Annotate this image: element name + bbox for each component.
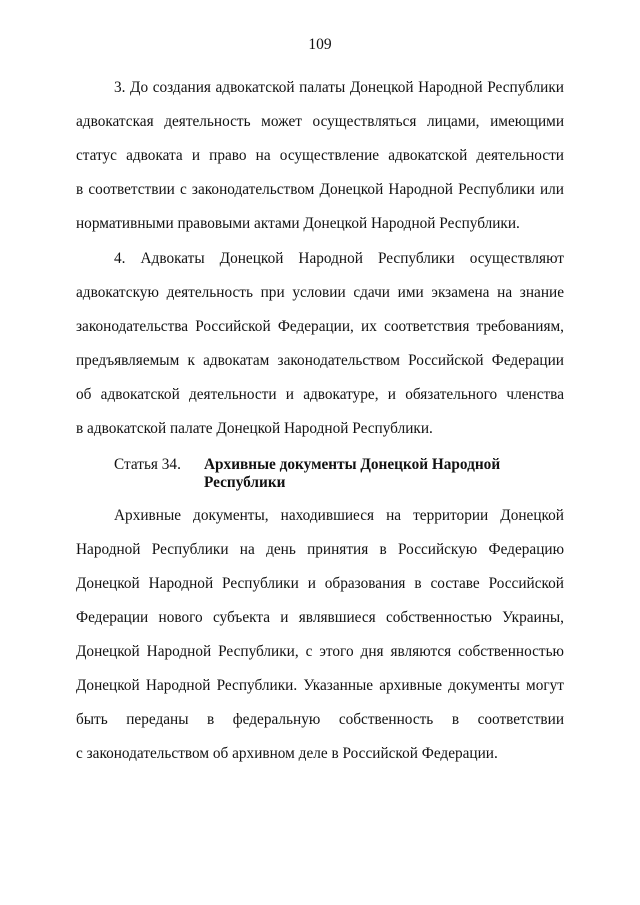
paragraph-line: Архивные документы, находившиеся на территории Донецкой: [114, 507, 564, 524]
paragraph-line: быть переданы в федеральную собственность в соответствии: [76, 711, 564, 728]
article-number: Статья 34.: [114, 456, 181, 473]
paragraph-line: Народной Республики на день принятия в Российскую Федерацию: [76, 541, 564, 558]
paragraph-line: нормативными правовыми актами Донецкой Народной Республики.: [76, 215, 520, 232]
paragraph-line: Донецкой Народной Республики и образования в составе Российской: [76, 575, 564, 592]
paragraph-5: [76, 499, 564, 771]
page-number: 109: [308, 36, 332, 53]
paragraph-line: законодательства Российской Федерации, их соответствия требованиям,: [76, 318, 564, 335]
paragraph-3: [76, 71, 564, 241]
paragraph-line: адвокатскую деятельность при условии сдачи ими экзамена на знание: [76, 284, 564, 301]
paragraph-line: статус адвоката и право на осуществление адвокатской деятельности: [76, 147, 564, 164]
paragraph-line: предъявляемым к адвокатам законодательством Российской Федерации: [76, 352, 564, 369]
article-title: Архивные документы Донецкой Народной Республики: [204, 456, 501, 491]
paragraph-line: Донецкой Народной Республики. Указанные архивные документы могут: [76, 677, 564, 694]
paragraph-line: в соответствии с законодательством Донецкой Народной Республики или: [76, 181, 564, 198]
paragraph-line: Донецкой Народной Республики, с этого дня являются собственностью: [76, 643, 564, 660]
paragraph-line: с законодательством об архивном деле в Российской Федерации.: [76, 745, 498, 762]
article-heading: [76, 456, 564, 492]
paragraph-line: адвокатская деятельность может осуществляться лицами, имеющими: [76, 113, 564, 130]
paragraph-4: [76, 242, 564, 446]
paragraph-line: 3. До создания адвокатской палаты Донецкой Народной Республики: [114, 79, 564, 96]
paragraph-line: об адвокатской деятельности и адвокатуре, и обязательного членства: [76, 386, 564, 403]
paragraph-line: Федерации нового субъекта и являвшиеся собственностью Украины,: [76, 609, 564, 626]
paragraph-line: 4. Адвокаты Донецкой Народной Республики осуществляют: [114, 250, 564, 267]
paragraph-line: в адвокатской палате Донецкой Народной Республики.: [76, 420, 433, 437]
